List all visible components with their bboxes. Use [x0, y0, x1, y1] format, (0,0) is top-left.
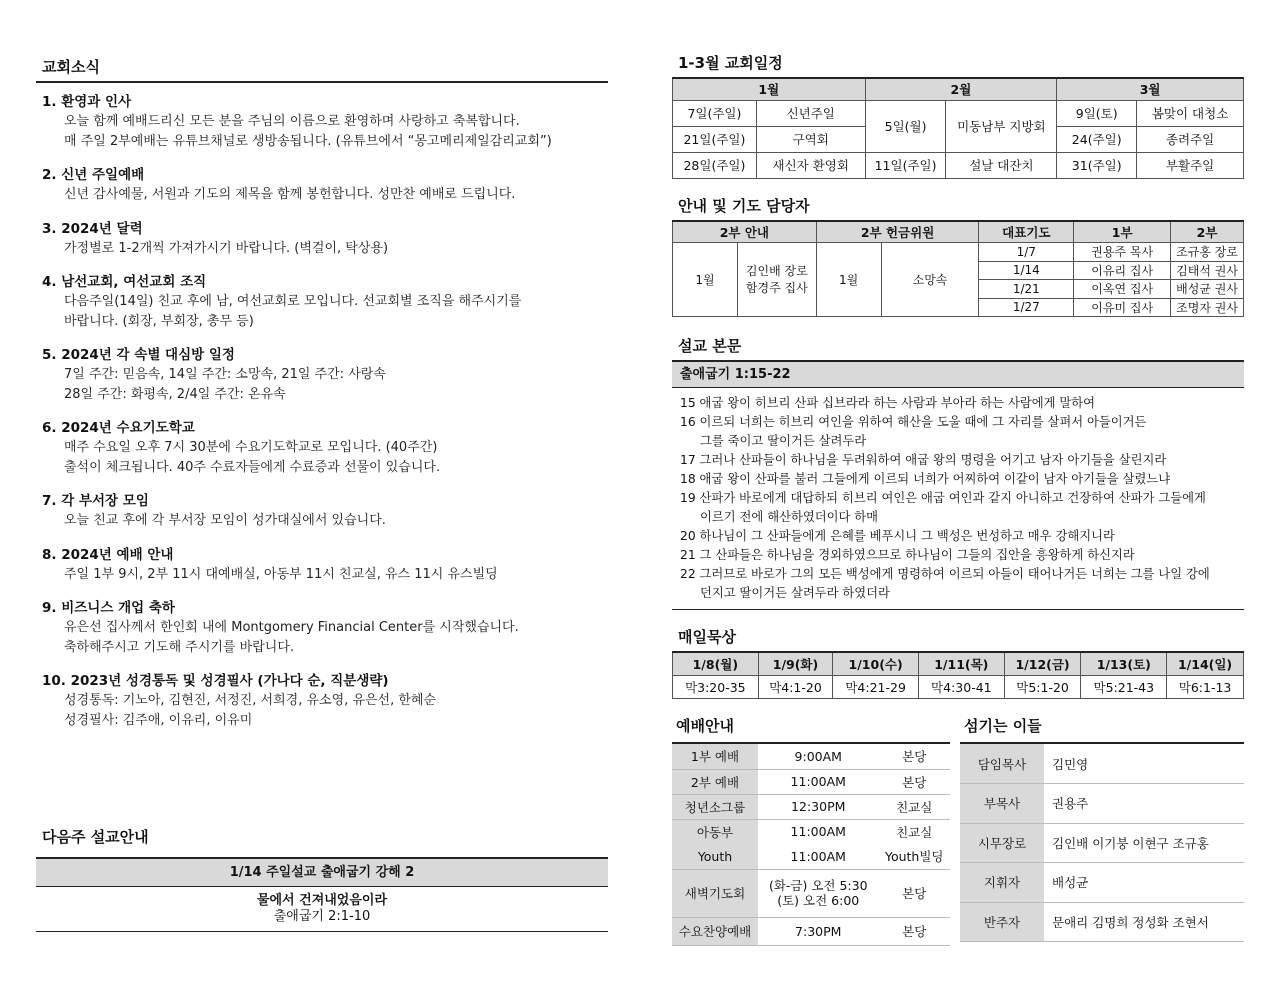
med-day: 1/13(토): [1081, 652, 1167, 675]
prayer-2nd: 조명자 권사: [1171, 298, 1244, 317]
server-role: 부목사: [960, 784, 1044, 824]
news-heading: 9. 비즈니스 개업 축하: [42, 600, 175, 616]
worship-place: 본당: [878, 744, 950, 769]
usher-name: 함경주 집사: [745, 280, 808, 295]
med-passage: 막5:1-20: [1004, 675, 1081, 698]
next-sermon-section: [36, 826, 608, 932]
worship-place: 본당: [878, 917, 950, 945]
verse: [680, 489, 1244, 527]
news-list: [36, 83, 608, 730]
news-line: 매 주일 2부예배는 유튜브채널로 생방송됩니다. (유튜브에서 “몽고메리제일감리교회”): [64, 133, 552, 149]
server-role: 지휘자: [960, 863, 1044, 903]
worship-name: 수요찬양예배: [672, 917, 758, 945]
news-line: 성경필사: 김주애, 이유리, 이유미: [64, 712, 253, 728]
server-role: 반주자: [960, 902, 1044, 942]
worship-title: 예배안내: [672, 715, 950, 744]
verse-text: 18 애굽 왕이 산파를 불러 그들에게 이르되 너희가 어찌하여 이같이 남자 아기들을 살렸느냐: [680, 472, 1171, 486]
verse-cont: 그를 죽이고 딸이거든 살려두라: [700, 434, 867, 448]
verse: [680, 546, 1244, 565]
verse-text: 16 이르되 너희는 히브리 여인을 위하여 해산을 도울 때에 그 자리를 살펴서 아들이거든: [680, 415, 1147, 429]
news-item: [42, 492, 608, 531]
sermon-verses: [672, 388, 1244, 610]
worship-section: [672, 715, 950, 946]
verse-cont: 던지고 딸이거든 살려두라 하였더라: [700, 586, 890, 600]
offering-month: 1월: [816, 243, 881, 317]
med-passage: 막4:21-29: [833, 675, 919, 698]
event-name: 새신자 환영회: [756, 152, 865, 178]
verse: [680, 451, 1244, 470]
news-item: [42, 93, 608, 151]
news-item: [42, 273, 608, 331]
news-item: [42, 419, 608, 477]
med-day: 1/8(월): [673, 652, 759, 675]
worship-time-line: (토) 오전 6:00: [777, 893, 860, 908]
event-name: 부활주일: [1137, 152, 1244, 178]
servers-table: [960, 744, 1244, 942]
staff-header: 2부 안내: [673, 221, 817, 243]
event-name: 신년주일: [756, 100, 865, 126]
verse: [680, 565, 1244, 603]
sermon-reference: 출애굽기 1:15-22: [672, 360, 1244, 388]
staff-title: 안내 및 기도 담당자: [678, 196, 810, 215]
med-day: 1/12(금): [1004, 652, 1081, 675]
news-heading: 10. 2023년 성경통독 및 성경필사 (가나다 순, 직분생략): [42, 673, 389, 689]
news-line: 성경통독: 기노아, 김현진, 서정진, 서희경, 유소영, 유은선, 한혜순: [64, 693, 437, 708]
med-day: 1/14(일): [1167, 652, 1244, 675]
event-date: 5일(월): [865, 100, 946, 152]
med-day: 1/11(목): [918, 652, 1004, 675]
worship-time: 7:30PM: [758, 917, 878, 945]
event-name: 종려주일: [1137, 126, 1244, 152]
news-heading: 3. 2024년 달력: [42, 220, 143, 237]
worship-time: [758, 869, 878, 917]
news-line: 가정별로 1-2개씩 가져가시기 바랍니다. (벽걸이, 탁상용): [64, 240, 389, 256]
next-sermon-bar: 1/14 주일설교 출애굽기 강해 2: [36, 857, 608, 887]
prayer-2nd: 조규홍 장로: [1171, 243, 1244, 262]
worship-time-line: (화-금) 오전 5:30: [768, 878, 868, 893]
prayer-1st: 이유미 집사: [1074, 298, 1171, 317]
news-heading: 4. 남선교회, 여선교회 조직: [42, 274, 207, 290]
worship-place: 본당: [878, 769, 950, 794]
med-passage: 막4:30-41: [918, 675, 1004, 698]
news-item: [42, 166, 608, 205]
worship-time: 11:00AM: [790, 824, 846, 840]
worship-place: 친교실: [878, 794, 950, 819]
prayer-1st: 권용주 목사: [1074, 243, 1171, 262]
verse-cont: 이르기 전에 해산하였더이다 하매: [700, 510, 879, 524]
news-line: 출석이 체크됩니다. 40주 수료자들에게 수료증과 선물이 있습니다.: [64, 459, 441, 475]
verse-text: 15 애굽 왕이 히브리 산파 십브라라 하는 사람과 부아라 하는 사람에게 말하여: [680, 396, 1096, 410]
calendar-title: 1-3월 교회일정: [678, 54, 783, 72]
server-names: 문애리 김명희 정성화 조현서: [1044, 902, 1244, 942]
worship-name: 새벽기도회: [672, 869, 758, 917]
verse: [680, 527, 1244, 546]
worship-table: [672, 744, 950, 946]
worship-name: 아동부: [672, 819, 758, 844]
news-item: [42, 599, 608, 657]
event-date: 28일(주일): [673, 152, 757, 178]
news-line: 7일 주간: 믿음속, 14일 주간: 소망속, 21일 주간: 사랑속: [64, 367, 386, 382]
worship-place: 본당: [878, 869, 950, 917]
verse-text: 19 산파가 바로에게 대답하되 히브리 여인은 애굽 여인과 같지 아니하고 건장하여 산파가 그들에게: [680, 491, 1206, 505]
event-date: 11일(주일): [865, 152, 946, 178]
next-sermon-heading: 물에서 건져내었음이라: [256, 893, 388, 908]
med-day: 1/9(화): [758, 652, 833, 675]
news-item: [42, 220, 608, 259]
prayer-1st: 이옥연 집사: [1074, 280, 1171, 299]
church-news-section: [36, 50, 608, 745]
news-item: [42, 546, 608, 585]
staff-header: 2부 헌금위원: [816, 221, 979, 243]
news-line: 축하해주시고 기도해 주시기를 바랍니다.: [64, 639, 295, 655]
worship-name: Youth: [672, 844, 758, 869]
worship-name: 2부 예배: [672, 769, 758, 794]
worship-time: 9:00AM: [758, 744, 878, 769]
meditation-title: 매일묵상: [678, 628, 736, 646]
verse-text: 21 그 산파들은 하나님을 경외하였으므로 하나님이 그들의 집안을 흥왕하게 하신지라: [680, 548, 1135, 562]
usher-name: 김인배 장로: [745, 263, 808, 278]
usher-names: [737, 243, 816, 317]
event-name-text: 미동남부 지방회: [957, 118, 1046, 134]
prayer-2nd: 김태석 권사: [1171, 261, 1244, 280]
staff-table: [672, 220, 1244, 318]
prayer-date: 1/7: [979, 243, 1074, 262]
news-line: 매주 수요일 오후 7시 30분에 수요기도학교로 모입니다. (40주간): [64, 440, 438, 455]
sermon-title: 설교 본문: [678, 337, 742, 355]
news-heading: 7. 각 부서장 모임: [42, 493, 149, 509]
month-header: 3월: [1057, 78, 1244, 100]
verse-text: 20 하나님이 그 산파들에게 은혜를 베푸시니 그 백성은 번성하고 매우 강해지니라: [680, 529, 1115, 543]
event-name: 구역회: [756, 126, 865, 152]
verse-text: 22 그러므로 바로가 그의 모든 백성에게 명령하여 이르되 아들이 태어나거든 너희는 그를 나일 강에: [680, 567, 1210, 581]
worship-name: 청년소그룹: [672, 794, 758, 819]
news-item: [42, 346, 608, 404]
worship-time: 11:00AM: [758, 769, 878, 794]
event-date: 7일(주일): [673, 100, 757, 126]
staff-header: 대표기도: [979, 221, 1074, 243]
med-passage: 막3:20-35: [673, 675, 759, 698]
server-names: 권용주: [1044, 784, 1244, 824]
worship-name: 1부 예배: [672, 744, 758, 769]
news-line: 바랍니다. (회장, 부회장, 총무 등): [64, 313, 254, 329]
event-name: [946, 100, 1057, 152]
worship-place: Youth빌딩: [878, 844, 950, 869]
church-news-title: 교회소식: [36, 50, 608, 83]
month-header: 2월: [865, 78, 1057, 100]
offering-group: 소망속: [881, 243, 979, 317]
event-date: 24(주일): [1057, 126, 1137, 152]
server-role: 담임목사: [960, 744, 1044, 784]
event-name: 봄맞이 대청소: [1137, 100, 1244, 126]
news-line: 오늘 함께 예배드리신 모든 분을 주님의 이름으로 환영하며 사랑하고 축복합니다.: [64, 114, 520, 129]
news-line: 신년 감사예물, 서원과 기도의 제목을 함께 봉헌합니다. 성만찬 예배로 드립니다.: [64, 187, 516, 202]
news-heading: 1. 환영과 인사: [42, 94, 132, 110]
staff-header: 2부: [1171, 221, 1244, 243]
prayer-date: 1/27: [979, 298, 1074, 317]
news-item: [42, 672, 608, 730]
news-line: 다음주일(14일) 친교 후에 남, 여선교회로 모입니다. 선교회별 조직을 해주시기를: [64, 294, 522, 309]
server-role: 시무장로: [960, 823, 1044, 863]
month-header: 1월: [673, 78, 866, 100]
verse: [680, 413, 1244, 451]
med-passage: 막4:1-20: [758, 675, 833, 698]
news-line: 유은선 집사께서 한인회 내에 Montgomery Financial Center를 시작했습니다.: [64, 620, 519, 635]
verse-text: 17 그러나 산파들이 하나님을 두려워하여 애굽 왕의 명령을 어기고 남자 아기들을 살린지라: [680, 453, 1167, 467]
worship-time: 11:00AM: [758, 844, 878, 869]
calendar-table: [672, 77, 1244, 179]
meditation-table: [672, 651, 1244, 699]
prayer-1st: 이유리 집사: [1074, 261, 1171, 280]
worship-time: 12:30PM: [758, 794, 878, 819]
right-column: [672, 50, 1244, 939]
next-sermon-title: 다음주 설교안내: [42, 828, 149, 846]
event-name: 설날 대잔치: [946, 152, 1057, 178]
usher-month: 1월: [673, 243, 738, 317]
news-heading: 6. 2024년 수요기도학교: [42, 420, 195, 436]
news-line: 28일 주간: 화평속, 2/4일 주간: 온유속: [64, 386, 286, 402]
event-date: 31(주일): [1057, 152, 1137, 178]
event-date: 9일(토): [1057, 100, 1137, 126]
news-heading: 5. 2024년 각 속별 대심방 일정: [42, 347, 235, 363]
med-day: 1/10(수): [833, 652, 919, 675]
news-heading: 8. 2024년 예배 안내: [42, 546, 174, 563]
event-date: 21일(주일): [673, 126, 757, 152]
server-names: 배성균: [1044, 863, 1244, 903]
verse: [680, 470, 1244, 489]
next-sermon-passage: 출애굽기 2:1-10: [273, 909, 371, 924]
med-passage: 막6:1-13: [1167, 675, 1244, 698]
server-names: 김인배 이기붕 이현구 조규홍: [1044, 823, 1244, 863]
prayer-2nd: 배성균 권사: [1171, 280, 1244, 299]
servers-section: [960, 715, 1244, 942]
worship-place: 친교실: [896, 824, 933, 840]
news-line: 주일 1부 9시, 2부 11시 대예배실, 아동부 11시 친교실, 유스 11시 유스빌딩: [64, 566, 498, 582]
staff-header: 1부: [1074, 221, 1171, 243]
next-sermon-body: [36, 887, 608, 932]
news-heading: 2. 신년 주일예배: [42, 167, 145, 183]
prayer-date: 1/14: [979, 261, 1074, 280]
servers-title: 섬기는 이들: [960, 715, 1244, 744]
prayer-date: 1/21: [979, 280, 1074, 299]
verse: [680, 394, 1244, 413]
server-names: 김민영: [1044, 744, 1244, 784]
news-line: 오늘 친교 후에 각 부서장 모임이 성가대실에서 있습니다.: [64, 513, 386, 528]
med-passage: 막5:21-43: [1081, 675, 1167, 698]
